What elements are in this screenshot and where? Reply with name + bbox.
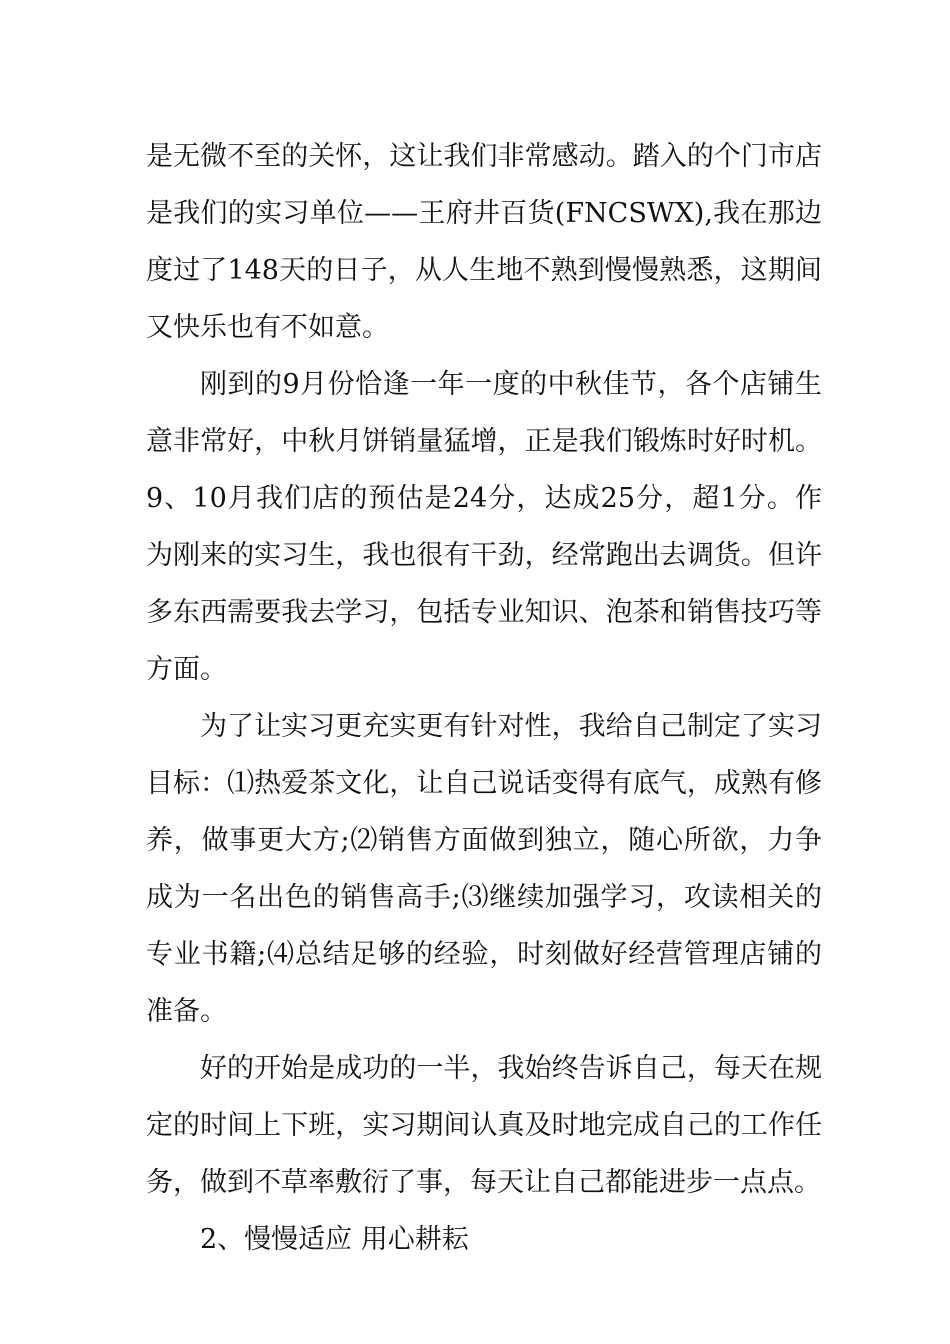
section-heading: 2、慢慢适应 用心耕耘: [200, 1224, 469, 1255]
paragraph-internship-goals: 为了让实习更充实更有针对性，我给自己制定了实习目标：⑴热爱茶文化，让自己说话变得有底气，成熟有修养，做事更大方;⑵销售方面做到独立，随心所欲，力争成为一名出色的销售高手;⑶继续加强学习，攻读相关的专业书籍;⑷总结足够的经验，时刻做好经营管理店铺的准备。: [146, 711, 822, 1027]
paragraph-continuation: 是无微不至的关怀，这让我们非常感动。踏入的个门市店是我们的实习单位——王府井百货(FNCSWX),我在那边度过了148天的日子，从人生地不熟到慢慢熟悉，这期间又快乐也有不如意。: [146, 141, 822, 343]
paragraph-good-start: 好的开始是成功的一半，我始终告诉自己，每天在规定的时间上下班，实习期间认真及时地完成自己的工作任务，做到不草率敷衍了事，每天让自己都能进步一点点。: [146, 1053, 822, 1198]
paragraph-mid-autumn: 刚到的9月份恰逢一年一度的中秋佳节，各个店铺生意非常好，中秋月饼销量猛增，正是我们锻炼时好时机。9、10月我们店的预估是24分，达成25分，超1分。作为刚来的实习生，我也很有干劲，经常跑出去调货。但许多东西需要我去学习，包括专业知识、泡茶和销售技巧等方面。: [146, 369, 822, 685]
document-body: [146, 128, 822, 1268]
